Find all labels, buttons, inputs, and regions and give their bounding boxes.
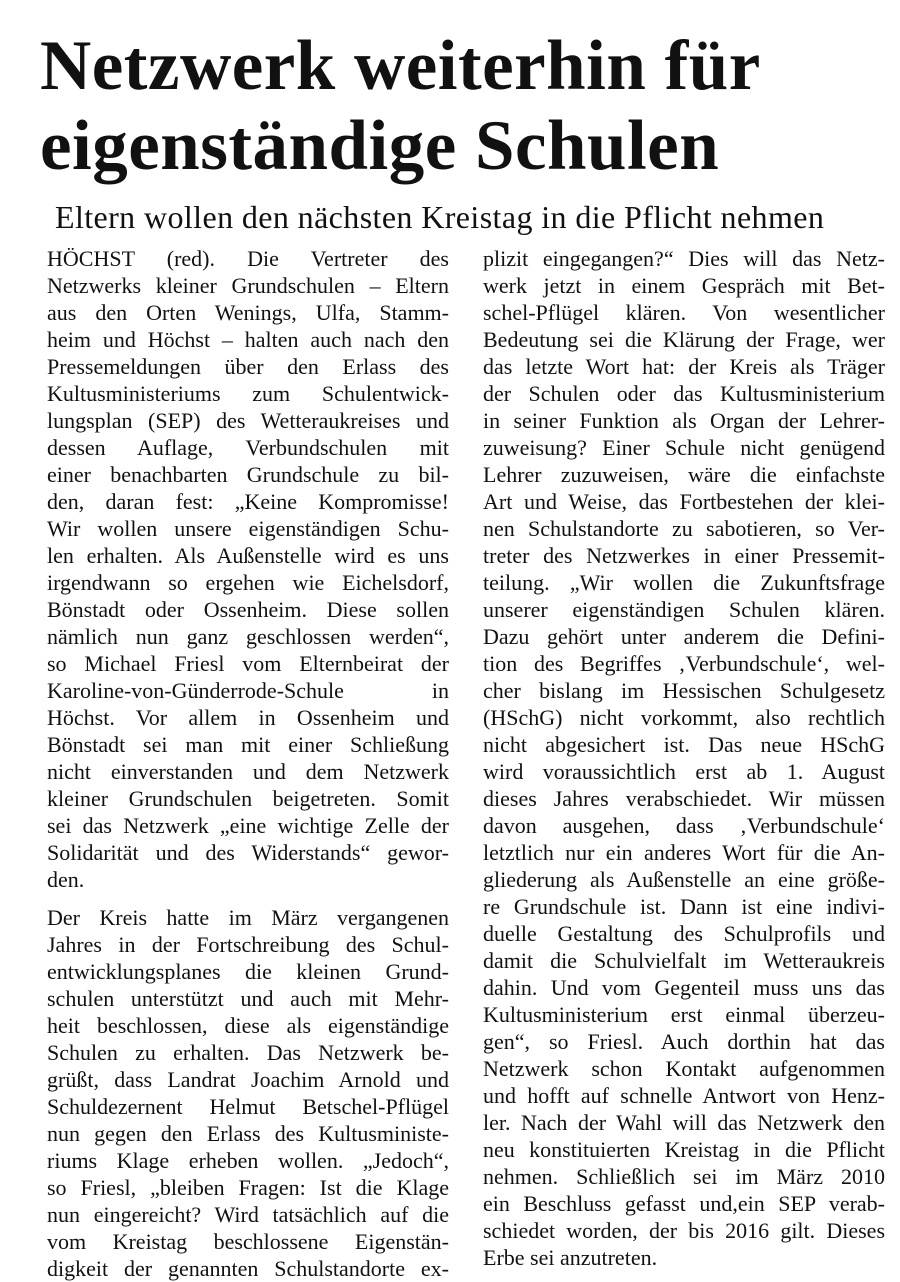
text-line: nun gegen den Erlass des Kultusministe- — [47, 1121, 449, 1146]
text-line: dessen Auflage, Verbundschulen mit — [47, 435, 449, 460]
text-line: Karoline-von-Günderrode-Schule in — [47, 678, 449, 703]
text-line: Solidarität und des Widerstands“ gewor- — [47, 840, 449, 865]
text-line: treter des Netzwerkes in einer Pressemit- — [483, 543, 885, 568]
text-line: damit die Schulvielfalt im Wetteraukreis — [483, 948, 885, 973]
text-line: schiedet worden, der bis 2016 gilt. Dieses — [483, 1218, 885, 1243]
text-line: Pressemeldungen über den Erlass des — [47, 354, 449, 379]
text-line: davon ausgehen, dass ‚Verbundschule‘ — [483, 813, 885, 838]
text-line: Dazu gehört unter anderem die Defini- — [483, 624, 885, 649]
right-column — [483, 245, 885, 1271]
text-line: Bedeutung sei die Klärung der Frage, wer — [483, 327, 885, 352]
text-line: Kultusministeriums zum Schulentwick- — [47, 381, 449, 406]
text-line: kleiner Grundschulen beigetreten. Somit — [47, 786, 449, 811]
text-line: schel-Pflügel klären. Von wesentlicher — [483, 300, 885, 325]
text-line: nen Schulstandorte zu sabotieren, so Ver- — [483, 516, 885, 541]
text-line: einer benachbarten Grundschule zu bil- — [47, 462, 449, 487]
text-line: den, daran fest: „Keine Kompromisse! — [47, 489, 449, 514]
text-line: lungsplan (SEP) des Wetteraukreises und — [47, 408, 449, 433]
text-line: heim und Höchst – halten auch nach den — [47, 327, 449, 352]
text-line: neu konstituierten Kreistag in die Pflicht — [483, 1137, 885, 1162]
text-line: Art und Weise, das Fortbestehen der klei- — [483, 489, 885, 514]
text-line: irgendwann so ergehen wie Eichelsdorf, — [47, 570, 449, 595]
text-line: der Schulen oder das Kultusministerium — [483, 381, 885, 406]
text-line: Wir wollen unsere eigenständigen Schu- — [47, 516, 449, 541]
text-line: zuweisung? Einer Schule nicht genügend — [483, 435, 885, 460]
text-line: duelle Gestaltung des Schulprofils und — [483, 921, 885, 946]
text-line: (HSchG) nicht vorkommt, also rechtlich — [483, 705, 885, 730]
text-line: riums Klage erheben wollen. „Jedoch“, — [47, 1148, 449, 1173]
text-line: plizit eingegangen?“ Dies will das Netz- — [483, 246, 885, 271]
text-line: nicht einverstanden und dem Netzwerk — [47, 759, 449, 784]
text-line: letztlich nur ein anderes Wort für die An- — [483, 840, 885, 865]
text-line: und hofft auf schnelle Antwort von Henz- — [483, 1083, 885, 1108]
text-line: Bönstadt sei man mit einer Schließung — [47, 732, 449, 757]
text-line: Kultusministerium erst einmal überzeu- — [483, 1002, 885, 1027]
headline-line: eigenständige Schulen — [40, 107, 720, 185]
text-line: grüßt, dass Landrat Joachim Arnold und — [47, 1067, 449, 1092]
text-line: den. — [47, 867, 85, 892]
text-line: nehmen. Schließlich sei im März 2010 — [483, 1164, 885, 1189]
text-line: gen“, so Friesl. Auch dorthin hat das — [483, 1029, 885, 1054]
text-line: heit beschlossen, diese als eigenständige — [47, 1013, 449, 1038]
article-headline — [40, 26, 880, 186]
text-line: Höchst. Vor allem in Ossenheim und — [47, 705, 449, 730]
text-line: Erbe sei anzutreten. — [483, 1245, 658, 1270]
text-line: gliederung als Außenstelle an eine größe- — [483, 867, 885, 892]
text-line: Jahres in der Fortschreibung des Schul- — [47, 932, 449, 957]
text-line: in seiner Funktion als Organ der Lehrer- — [483, 408, 885, 433]
left-column — [47, 245, 449, 1282]
text-line: Netzwerks kleiner Grundschulen – Eltern — [47, 273, 449, 298]
text-line: len erhalten. Als Außenstelle wird es uns — [47, 543, 449, 568]
text-line: teilung. „Wir wollen die Zukunftsfrage — [483, 570, 885, 595]
text-line: Schuldezernent Helmut Betschel-Pflügel — [47, 1094, 449, 1119]
text-line: wird voraussichtlich erst ab 1. August — [483, 759, 885, 784]
text-line: ein Beschluss gefasst und,ein SEP verab- — [483, 1191, 885, 1216]
text-line: sei das Netzwerk „eine wichtige Zelle der — [47, 813, 449, 838]
article-subtitle: Eltern wollen den nächsten Kreistag in die Pflicht nehmen — [55, 199, 825, 235]
headline-line: Netzwerk weiterhin für — [40, 27, 761, 105]
paragraph-gap — [47, 893, 449, 904]
text-line: dahin. Und vom Gegenteil muss uns das — [483, 975, 885, 1000]
text-line: entwicklungsplanes die kleinen Grund- — [47, 959, 449, 984]
text-line: unserer eigenständigen Schulen klären. — [483, 597, 885, 622]
text-line: nämlich nun ganz geschlossen werden“, — [47, 624, 449, 649]
text-line: nun eingereicht? Wird tatsächlich auf die — [47, 1202, 449, 1227]
text-line: tion des Begriffes ‚Verbundschule‘, wel- — [483, 651, 885, 676]
text-line: Lehrer zuzuweisen, wäre die einfachste — [483, 462, 885, 487]
text-line: cher bislang im Hessischen Schulgesetz — [483, 678, 885, 703]
text-line: dieses Jahres verabschiedet. Wir müssen — [483, 786, 885, 811]
text-line: aus den Orten Wenings, Ulfa, Stamm- — [47, 300, 449, 325]
text-line: nicht abgesichert ist. Das neue HSchG — [483, 732, 885, 757]
text-line: so Michael Friesl vom Elternbeirat der — [47, 651, 449, 676]
text-line: re Grundschule ist. Dann ist eine indivi- — [483, 894, 885, 919]
text-line: so Friesl, „bleiben Fragen: Ist die Klage — [47, 1175, 449, 1200]
text-line: Bönstadt oder Ossenheim. Diese sollen — [47, 597, 449, 622]
text-line: Schulen zu erhalten. Das Netzwerk be- — [47, 1040, 449, 1065]
text-line: das letzte Wort hat: der Kreis als Träger — [483, 354, 885, 379]
text-line: digkeit der genannten Schulstandorte ex- — [47, 1256, 449, 1281]
text-line: schulen unterstützt und auch mit Mehr- — [47, 986, 449, 1011]
text-line: Der Kreis hatte im März vergangenen — [47, 905, 449, 930]
text-line: ler. Nach der Wahl will das Netzwerk den — [483, 1110, 885, 1135]
text-line: HÖCHST (red). Die Vertreter des — [47, 246, 449, 271]
text-line: vom Kreistag beschlossene Eigenstän- — [47, 1229, 449, 1254]
text-line: Netzwerk schon Kontakt aufgenommen — [483, 1056, 885, 1081]
text-line: werk jetzt in einem Gespräch mit Bet- — [483, 273, 885, 298]
